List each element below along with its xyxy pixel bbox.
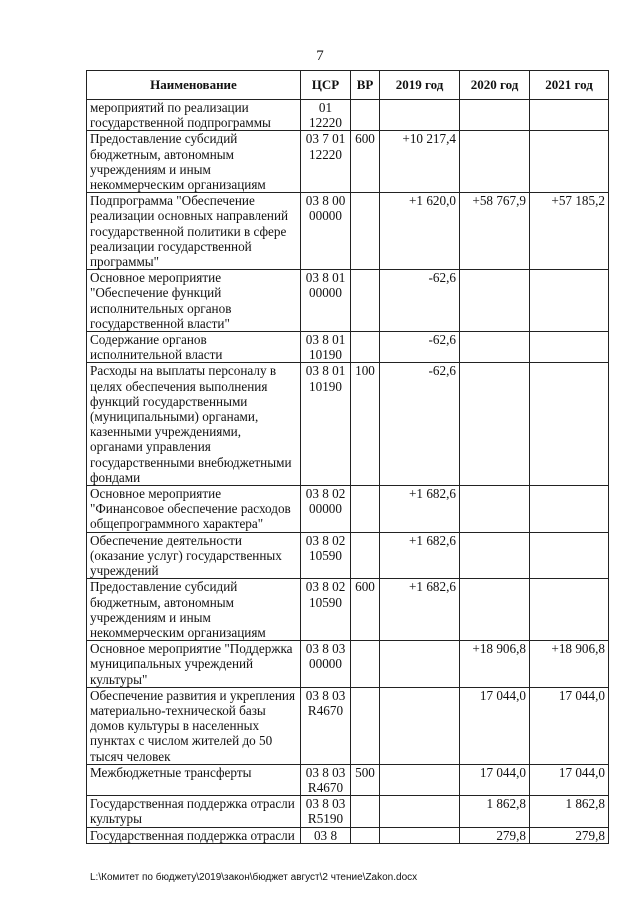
- table-row: [87, 579, 609, 641]
- table-row: [87, 100, 609, 131]
- cell-csr: 03 8: [301, 827, 351, 843]
- cell-csr: 03 8 03 00000: [301, 641, 351, 688]
- cell-vr: [351, 270, 380, 332]
- cell-vr: [351, 332, 380, 363]
- table-row: [87, 332, 609, 363]
- cell-name: Основное мероприятие "Финансовое обеспечение расходов общепрограммного характера": [87, 486, 301, 533]
- cell-2021: [530, 363, 609, 486]
- cell-name: Обеспечение развития и укрепления материально-технической базы домов культуры в населенных пунктах с числом жителей до 50 тысяч человек: [87, 687, 301, 764]
- cell-2021: [530, 332, 609, 363]
- cell-2021: +18 906,8: [530, 641, 609, 688]
- cell-2021: [530, 579, 609, 641]
- cell-2021: +57 185,2: [530, 193, 609, 270]
- cell-name: Обеспечение деятельности (оказание услуг) государственных учреждений: [87, 532, 301, 579]
- cell-vr: [351, 641, 380, 688]
- cell-vr: [351, 193, 380, 270]
- table-body: [87, 100, 609, 844]
- table-row: [87, 486, 609, 533]
- cell-vr: [351, 100, 380, 131]
- cell-vr: 500: [351, 764, 380, 795]
- cell-2021: [530, 270, 609, 332]
- cell-2019: -62,6: [380, 332, 460, 363]
- cell-2021: [530, 532, 609, 579]
- cell-csr: 03 8 00 00000: [301, 193, 351, 270]
- cell-2019: [380, 796, 460, 827]
- cell-vr: [351, 486, 380, 533]
- cell-csr: 03 8 01 10190: [301, 332, 351, 363]
- budget-table: [86, 70, 609, 844]
- cell-2020: [460, 363, 530, 486]
- cell-csr: 03 8 03 R4670: [301, 764, 351, 795]
- table-row: [87, 131, 609, 193]
- cell-name: Предоставление субсидий бюджетным, автономным учреждениям и иным некоммерческим организациям: [87, 579, 301, 641]
- cell-2020: [460, 579, 530, 641]
- header-name: Наименование: [87, 71, 301, 100]
- page-number: 7: [316, 48, 324, 64]
- cell-vr: [351, 532, 380, 579]
- cell-2019: +1 682,6: [380, 532, 460, 579]
- cell-2020: [460, 532, 530, 579]
- cell-2020: [460, 100, 530, 131]
- cell-vr: [351, 687, 380, 764]
- table-row: [87, 796, 609, 827]
- table-row: [87, 532, 609, 579]
- header-2020: 2020 год: [460, 71, 530, 100]
- cell-csr: 03 8 02 10590: [301, 579, 351, 641]
- cell-vr: [351, 796, 380, 827]
- cell-2019: +10 217,4: [380, 131, 460, 193]
- table-row: [87, 641, 609, 688]
- cell-2020: 17 044,0: [460, 687, 530, 764]
- cell-2019: -62,6: [380, 270, 460, 332]
- table-row: [87, 764, 609, 795]
- cell-2020: [460, 131, 530, 193]
- cell-2020: 17 044,0: [460, 764, 530, 795]
- table-row: [87, 193, 609, 270]
- cell-name: Содержание органов исполнительной власти: [87, 332, 301, 363]
- cell-vr: 600: [351, 131, 380, 193]
- file-path-footer: L:\Комитет по бюджету\2019\закон\бюджет август\2 чтение\Zakon.docx: [90, 872, 418, 883]
- cell-csr: 03 8 01 00000: [301, 270, 351, 332]
- cell-2021: [530, 486, 609, 533]
- cell-2021: [530, 131, 609, 193]
- cell-csr: 03 8 03 R5190: [301, 796, 351, 827]
- cell-csr: 03 8 02 10590: [301, 532, 351, 579]
- cell-name: мероприятий по реализации государственной подпрограммы: [87, 100, 301, 131]
- cell-csr: 03 7 01 12220: [301, 131, 351, 193]
- header-row: [87, 71, 609, 100]
- cell-2019: [380, 100, 460, 131]
- cell-vr: 100: [351, 363, 380, 486]
- cell-csr: 03 8 03 R4670: [301, 687, 351, 764]
- cell-2019: [380, 764, 460, 795]
- cell-2020: +58 767,9: [460, 193, 530, 270]
- cell-vr: [351, 827, 380, 843]
- cell-name: Государственная поддержка отрасли: [87, 827, 301, 843]
- cell-name: Предоставление субсидий бюджетным, автономным учреждениям и иным некоммерческим организациям: [87, 131, 301, 193]
- cell-name: Межбюджетные трансферты: [87, 764, 301, 795]
- cell-2020: +18 906,8: [460, 641, 530, 688]
- cell-2019: +1 620,0: [380, 193, 460, 270]
- cell-name: Подпрограмма "Обеспечение реализации основных направлений государственной политики в сфере реализации государственной программы": [87, 193, 301, 270]
- cell-2020: 279,8: [460, 827, 530, 843]
- cell-2019: +1 682,6: [380, 579, 460, 641]
- table-row: [87, 363, 609, 486]
- cell-2021: 1 862,8: [530, 796, 609, 827]
- cell-2020: [460, 270, 530, 332]
- cell-2019: -62,6: [380, 363, 460, 486]
- table-row: [87, 827, 609, 843]
- cell-2021: 279,8: [530, 827, 609, 843]
- cell-name: Основное мероприятие "Обеспечение функций исполнительных органов государственной власти": [87, 270, 301, 332]
- cell-csr: 01 12220: [301, 100, 351, 131]
- cell-vr: 600: [351, 579, 380, 641]
- cell-2021: 17 044,0: [530, 687, 609, 764]
- cell-2019: [380, 687, 460, 764]
- cell-2019: [380, 641, 460, 688]
- header-csr: ЦСР: [301, 71, 351, 100]
- table-row: [87, 270, 609, 332]
- cell-csr: 03 8 02 00000: [301, 486, 351, 533]
- header-2019: 2019 год: [380, 71, 460, 100]
- cell-2019: +1 682,6: [380, 486, 460, 533]
- cell-csr: 03 8 01 10190: [301, 363, 351, 486]
- cell-2020: [460, 332, 530, 363]
- cell-name: Расходы на выплаты персоналу в целях обеспечения выполнения функций государственными (муниципальными) органами, казенными учреждениями, органами управления государственными внебюджетными фондами: [87, 363, 301, 486]
- cell-2020: [460, 486, 530, 533]
- cell-2021: 17 044,0: [530, 764, 609, 795]
- cell-2020: 1 862,8: [460, 796, 530, 827]
- cell-name: Государственная поддержка отрасли культуры: [87, 796, 301, 827]
- header-2021: 2021 год: [530, 71, 609, 100]
- header-vr: ВР: [351, 71, 380, 100]
- cell-2019: [380, 827, 460, 843]
- cell-2021: [530, 100, 609, 131]
- cell-name: Основное мероприятие "Поддержка муниципальных учреждений культуры": [87, 641, 301, 688]
- table-row: [87, 687, 609, 764]
